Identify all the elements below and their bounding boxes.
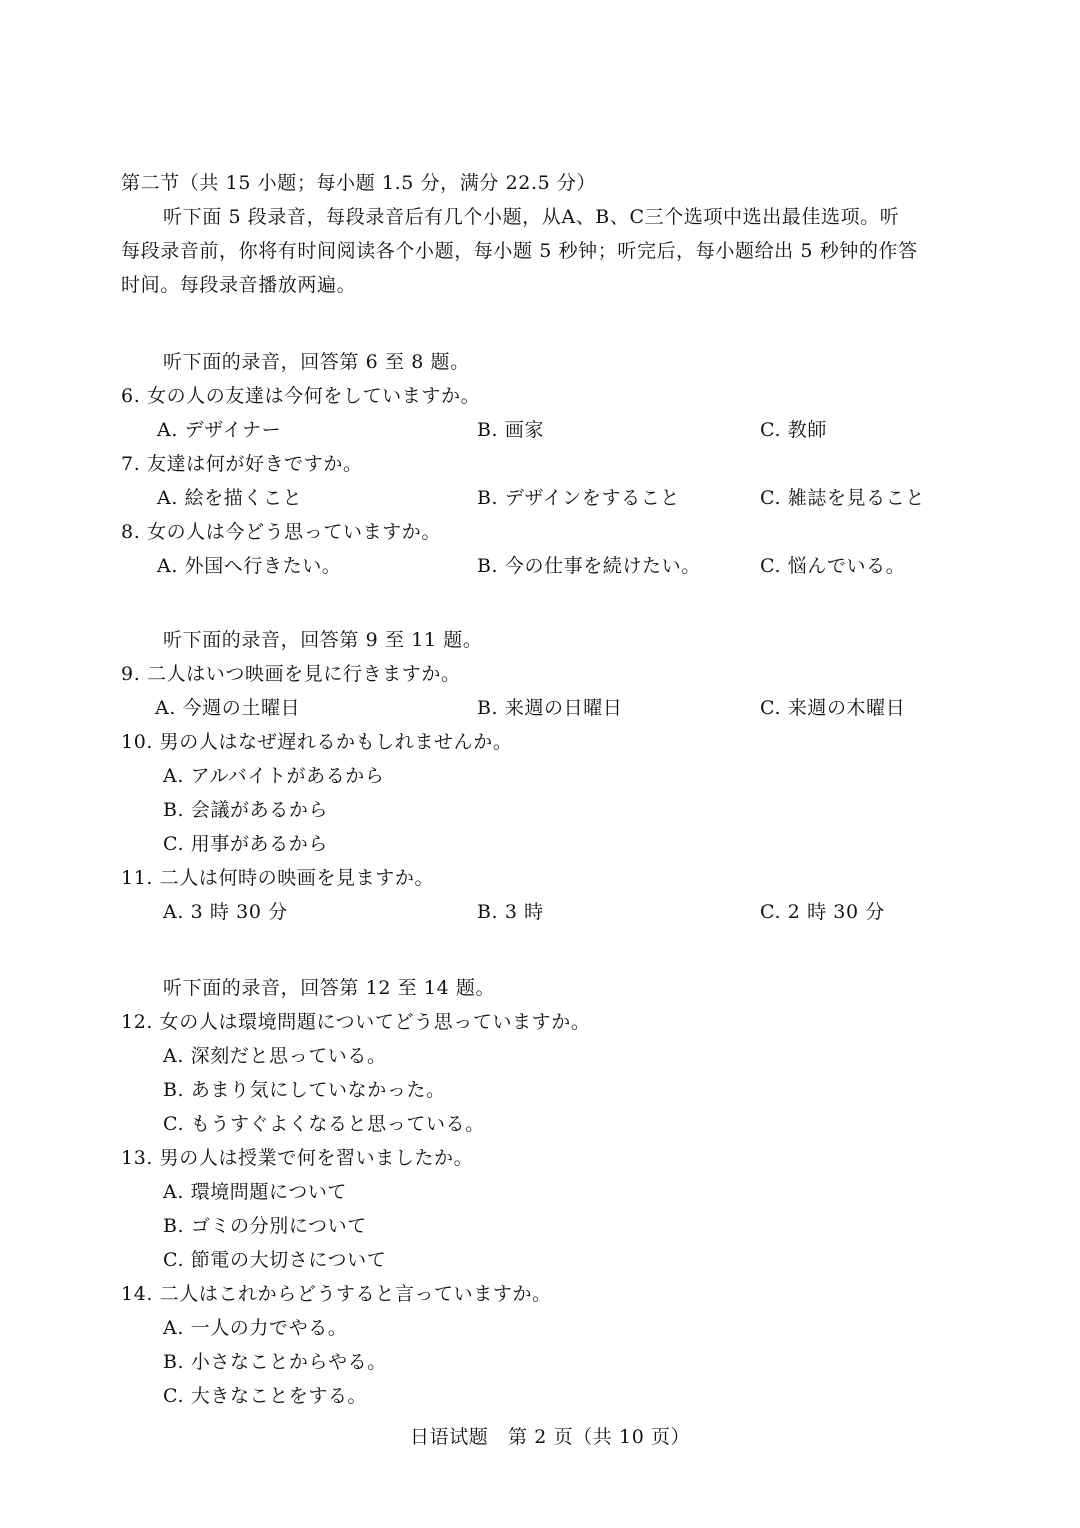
q8-option-a: A. 外国へ行きたい。 <box>157 555 342 577</box>
q13-option-a: A. 環境問題について <box>163 1181 348 1203</box>
instruction-line-1: 听下面 5 段录音，每段录音后有几个小题，从A、B、C三个选项中选出最佳选项。听 <box>163 206 900 228</box>
instruction-line-2: 每段录音前，你将有时间阅读各个小题，每小题 5 秒钟；听完后，每小题给出 5 秒钟的作答 <box>121 240 918 262</box>
q6-option-a: A. デザイナー <box>157 419 282 441</box>
question-11: 11. 二人は何時の映画を見ますか。 <box>121 867 435 889</box>
q6-option-c: C. 教師 <box>760 419 827 441</box>
q14-option-c: C. 大きなことをする。 <box>163 1385 368 1407</box>
q12-option-b: B. あまり気にしていなかった。 <box>163 1079 446 1101</box>
q10-option-b: B. 会議があるから <box>163 799 329 821</box>
question-6: 6. 女の人の友達は今何をしていますか。 <box>121 385 481 407</box>
q9-option-c: C. 来週の木曜日 <box>760 697 906 719</box>
page-footer: 日语试题 第 2 页（共 10 页） <box>410 1426 691 1448</box>
q11-option-b: B. 3 時 <box>477 901 544 923</box>
q11-option-c: C. 2 時 30 分 <box>760 901 885 923</box>
instruction-line-3: 时间。每段录音播放两遍。 <box>121 274 357 296</box>
section-heading: 第二节（共 15 小题；每小题 1.5 分，满分 22.5 分） <box>121 172 597 194</box>
group1-intro: 听下面的录音，回答第 6 至 8 题。 <box>163 351 470 373</box>
q7-option-b: B. デザインをすること <box>477 487 680 509</box>
question-14: 14. 二人はこれからどうすると言っていますか。 <box>121 1283 552 1305</box>
q7-option-c: C. 雑誌を見ること <box>760 487 925 509</box>
q9-option-a: A. 今週の土曜日 <box>155 697 301 719</box>
question-13: 13. 男の人は授業で何を習いましたか。 <box>121 1147 474 1169</box>
q11-option-a: A. 3 時 30 分 <box>163 901 288 923</box>
q8-option-c: C. 悩んでいる。 <box>760 555 906 577</box>
q8-option-b: B. 今の仕事を続けたい。 <box>477 555 701 577</box>
q13-option-b: B. ゴミの分別について <box>163 1215 367 1237</box>
question-7: 7. 友達は何が好きですか。 <box>121 453 363 475</box>
q7-option-a: A. 絵を描くこと <box>157 487 303 509</box>
group3-intro: 听下面的录音，回答第 12 至 14 题。 <box>163 977 496 999</box>
q12-option-c: C. もうすぐよくなると思っている。 <box>163 1113 485 1135</box>
question-10: 10. 男の人はなぜ遅れるかもしれませんか。 <box>121 731 513 753</box>
q13-option-c: C. 節電の大切さについて <box>163 1249 387 1271</box>
q9-option-b: B. 来週の日曜日 <box>477 697 623 719</box>
question-8: 8. 女の人は今どう思っていますか。 <box>121 521 441 543</box>
question-9: 9. 二人はいつ映画を見に行きますか。 <box>121 663 461 685</box>
q10-option-a: A. アルバイトがあるから <box>163 765 385 787</box>
q14-option-b: B. 小さなことからやる。 <box>163 1351 387 1373</box>
q12-option-a: A. 深刻だと思っている。 <box>163 1045 387 1067</box>
q6-option-b: B. 画家 <box>477 419 545 441</box>
question-12: 12. 女の人は環境問題についてどう思っていますか。 <box>121 1011 591 1033</box>
q10-option-c: C. 用事があるから <box>163 833 328 855</box>
group2-intro: 听下面的录音，回答第 9 至 11 题。 <box>163 629 483 651</box>
q14-option-a: A. 一人の力でやる。 <box>163 1317 348 1339</box>
